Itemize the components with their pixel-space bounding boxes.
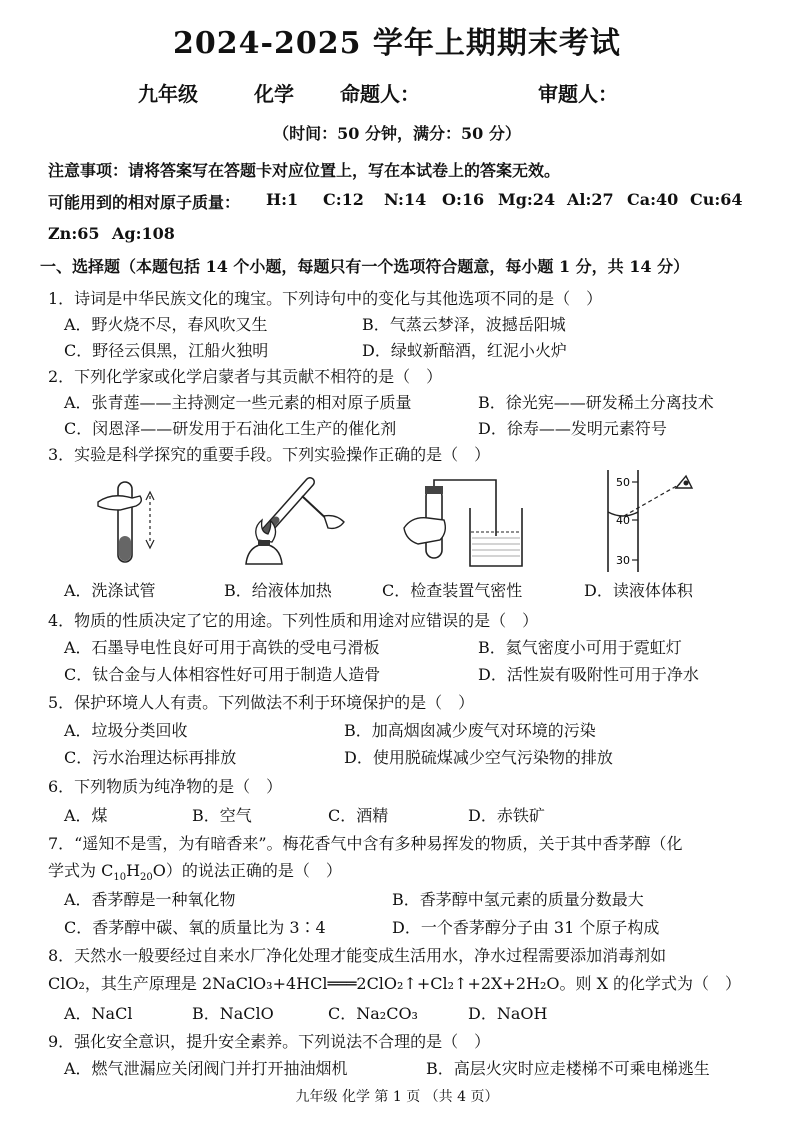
mass-item: Ag:108: [112, 224, 175, 243]
author-label: 命题人：: [340, 82, 420, 106]
q6-option-c: C．酒精: [328, 806, 389, 825]
q2-option-a: A．张青莲——主持测定一些元素的相对原子质量: [64, 393, 412, 412]
q6-option-d: D．赤铁矿: [468, 806, 545, 825]
mass-item: H:1: [266, 190, 299, 209]
question-8-stem-line2: ClO₂，其生产原理是 2NaClO₃+4HCl═══2ClO₂↑+Cl₂↑+2X+2H₂O。则 X 的化学式为（ ）: [48, 974, 742, 993]
q7-option-d: D．一个香茅醇分子由 31 个原子构成: [392, 918, 660, 937]
heating-liquid-figure: [232, 474, 352, 574]
q3-option-a: A．洗涤试管: [64, 581, 156, 600]
reading-volume-figure: [590, 466, 710, 576]
scale-50: 50: [616, 476, 630, 489]
q7-stem-part: 学式为 C: [48, 861, 114, 880]
q5-option-d: D．使用脱硫煤减少空气污染物的排放: [344, 748, 613, 767]
question-1-stem: 1．诗词是中华民族文化的瑰宝。下列诗句中的变化与其他选项不同的是（ ）: [48, 289, 603, 308]
question-6-stem: 6．下列物质为纯净物的是（ ）: [48, 777, 283, 796]
q7-sub-carbon: 10: [113, 872, 127, 884]
notice: 注意事项：请将答案写在答题卡对应位置上，写在本试卷上的答案无效。: [48, 161, 561, 180]
question-9-stem: 9．强化安全意识，提升安全素养。下列说法不合理的是（ ）: [48, 1032, 491, 1051]
q4-option-d: D．活性炭有吸附性可用于净水: [478, 665, 699, 684]
q7-hydrogen: H: [126, 861, 141, 880]
q4-option-a: A．石墨导电性良好可用于高铁的受电弓滑板: [64, 638, 380, 657]
q6-option-a: A．煤: [64, 806, 108, 825]
q5-option-c: C．污水治理达标再排放: [64, 748, 237, 767]
q3-option-b: B．给液体加热: [224, 581, 332, 600]
q8-option-b: B．NaClO: [192, 1004, 274, 1023]
q3-option-d: D．读液体体积: [584, 581, 693, 600]
mass-item: Al:27: [567, 190, 614, 209]
mass-item: C:12: [323, 190, 364, 209]
scale-40: 40: [616, 514, 630, 527]
mass-item: Mg:24: [498, 190, 556, 209]
question-7-stem-line1: 7．“遥知不是雪，为有暗香来”。梅花香气中含有多种易挥发的物质，关于其中香茅醇（化: [48, 834, 683, 853]
reviewer-label: 审题人：: [538, 82, 618, 106]
test-tube-washing-figure: [88, 474, 178, 574]
q7-option-b: B．香茅醇中氢元素的质量分数最大: [392, 890, 644, 909]
page-footer: 九年级 化学 第 1 页 （共 4 页）: [295, 1089, 499, 1105]
subject-label: 化学: [254, 82, 294, 106]
mass-item: N:14: [384, 190, 427, 209]
mass-item: Zn:65: [48, 224, 100, 243]
scale-30: 30: [616, 554, 630, 567]
q2-option-c: C．闵恩泽——研发用于石油化工生产的催化剂: [64, 419, 397, 438]
exam-title: 2024-2025 学年上期期末考试: [173, 26, 621, 61]
q4-option-b: B．氦气密度小可用于霓虹灯: [478, 638, 682, 657]
q8-option-a: A．NaCl: [64, 1004, 133, 1023]
q2-option-b: B．徐光宪——研发稀土分离技术: [478, 393, 714, 412]
question-2-stem: 2．下列化学家或化学启蒙者与其贡献不相符的是（ ）: [48, 367, 443, 386]
q8-option-d: D．NaOH: [468, 1004, 548, 1023]
atomic-masses-row: [48, 190, 240, 213]
section-heading: 一、选择题（本题包括 14 个小题，每题只有一个选项符合题意，每小题 1 分，共 14 分）: [40, 257, 690, 276]
q1-option-c: C．野径云俱黑，江船火独明: [64, 341, 269, 360]
q2-option-d: D．徐寿——发明元素符号: [478, 419, 667, 438]
question-7-stem-line2: [48, 858, 342, 883]
q1-option-b: B．气蒸云梦泽，波撼岳阳城: [362, 315, 566, 334]
question-5-stem: 5．保护环境人人有责。下列做法不利于环境保护的是（ ）: [48, 693, 475, 712]
mass-item: Ca:40: [627, 190, 679, 209]
question-3-stem: 3．实验是科学探究的重要手段。下列实验操作正确的是（ ）: [48, 445, 491, 464]
q7-stem-part: O）的说法正确的是（ ）: [152, 861, 342, 880]
q8-option-c: C．Na₂CO₃: [328, 1004, 418, 1023]
atomic-masses-label: 可能用到的相对原子质量：: [48, 193, 241, 212]
q7-sub-hydrogen: 20: [140, 872, 153, 884]
question-4-stem: 4．物质的性质决定了它的用途。下列性质和用途对应错误的是（ ）: [48, 611, 539, 630]
q6-option-b: B．空气: [192, 806, 252, 825]
time-note: （时间：50 分钟，满分：50 分）: [273, 124, 521, 143]
q9-option-b: B．高层火灾时应走楼梯不可乘电梯逃生: [426, 1059, 710, 1078]
airtightness-check-figure: [398, 474, 528, 574]
q7-option-a: A．香茅醇是一种氧化物: [64, 890, 236, 909]
mass-item: O:16: [442, 190, 485, 209]
q4-option-c: C．钛合金与人体相容性好可用于制造人造骨: [64, 665, 381, 684]
q3-option-c: C．检查装置气密性: [382, 581, 523, 600]
q9-option-a: A．燃气泄漏应关闭阀门并打开抽油烟机: [64, 1059, 348, 1078]
mass-item: Cu:64: [690, 190, 743, 209]
q7-option-c: C．香茅醇中碳、氧的质量比为 3∶4: [64, 918, 326, 937]
q5-option-b: B．加高烟囱减少废气对环境的污染: [344, 721, 596, 740]
q1-option-a: A．野火烧不尽，春风吹又生: [64, 315, 268, 334]
q1-option-d: D．绿蚁新醅酒，红泥小火炉: [362, 341, 567, 360]
grade-label: 九年级: [138, 82, 198, 106]
q5-option-a: A．垃圾分类回收: [64, 721, 188, 740]
question-8-stem-line1: 8．天然水一般要经过自来水厂净化处理才能变成生活用水，净水过程需要添加消毒剂如: [48, 946, 667, 965]
